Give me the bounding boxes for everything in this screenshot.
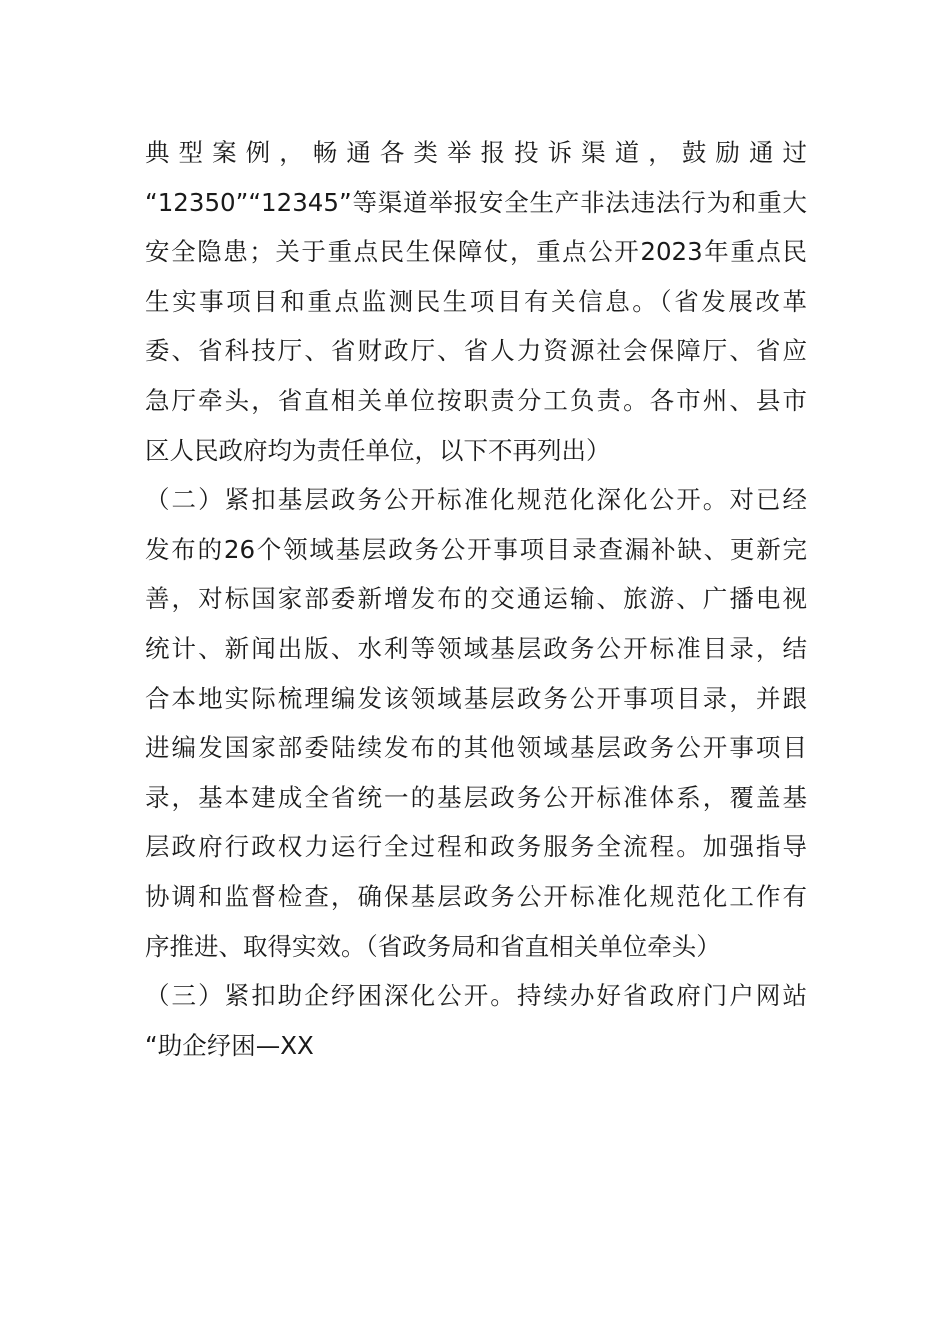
text-line: “助企纾困—XX	[145, 1030, 314, 1060]
text-line: 急厅牵头，省直相关单位按职责分工负责。各市州、县市	[145, 385, 807, 415]
text-line: 委、省科技厅、省财政厅、省人力资源社会保障厅、省应	[145, 336, 807, 366]
text-line: 善，对标国家部委新增发布的交通运输、旅游、广播电视	[145, 584, 807, 614]
text-line: 统计、新闻出版、水利等领域基层政务公开标准目录，结	[145, 633, 807, 663]
text-line: 区人民政府均为责任单位，以下不再列出）	[145, 435, 611, 465]
text-line: 序推进、取得实效。（省政务局和省直相关单位牵头）	[145, 931, 721, 961]
text-line: 安全隐患；关于重点民生保障仗，重点公开2023年重点民	[145, 237, 807, 267]
body-text	[145, 128, 807, 1070]
text-line: 合本地实际梳理编发该领域基层政务公开事项目录，并跟	[145, 683, 807, 713]
section-heading-line: （三）紧扣助企纾困深化公开。持续办好省政府门户网站	[145, 981, 807, 1011]
text-line: 录，基本建成全省统一的基层政务公开标准体系，覆盖基	[145, 782, 807, 812]
text-line: 协调和监督检查，确保基层政务公开标准化规范化工作有	[145, 881, 807, 911]
text-line: 进编发国家部委陆续发布的其他领域基层政务公开事项目	[145, 733, 807, 763]
text-line: 层政府行政权力运行全过程和政务服务全流程。加强指导	[145, 832, 807, 862]
text-line: 典型案例，畅通各类举报投诉渠道，鼓励通过	[145, 138, 807, 167]
text-line: “12350”“12345”等渠道举报安全生产非法违法行为和重大	[145, 187, 807, 217]
section-heading-line: （二）紧扣基层政务公开标准化规范化深化公开。对已经	[145, 485, 807, 515]
text-line: 生实事项目和重点监测民生项目有关信息。（省发展改革	[145, 286, 807, 316]
text-line: 发布的26个领域基层政务公开事项目录查漏补缺、更新完	[145, 534, 807, 564]
